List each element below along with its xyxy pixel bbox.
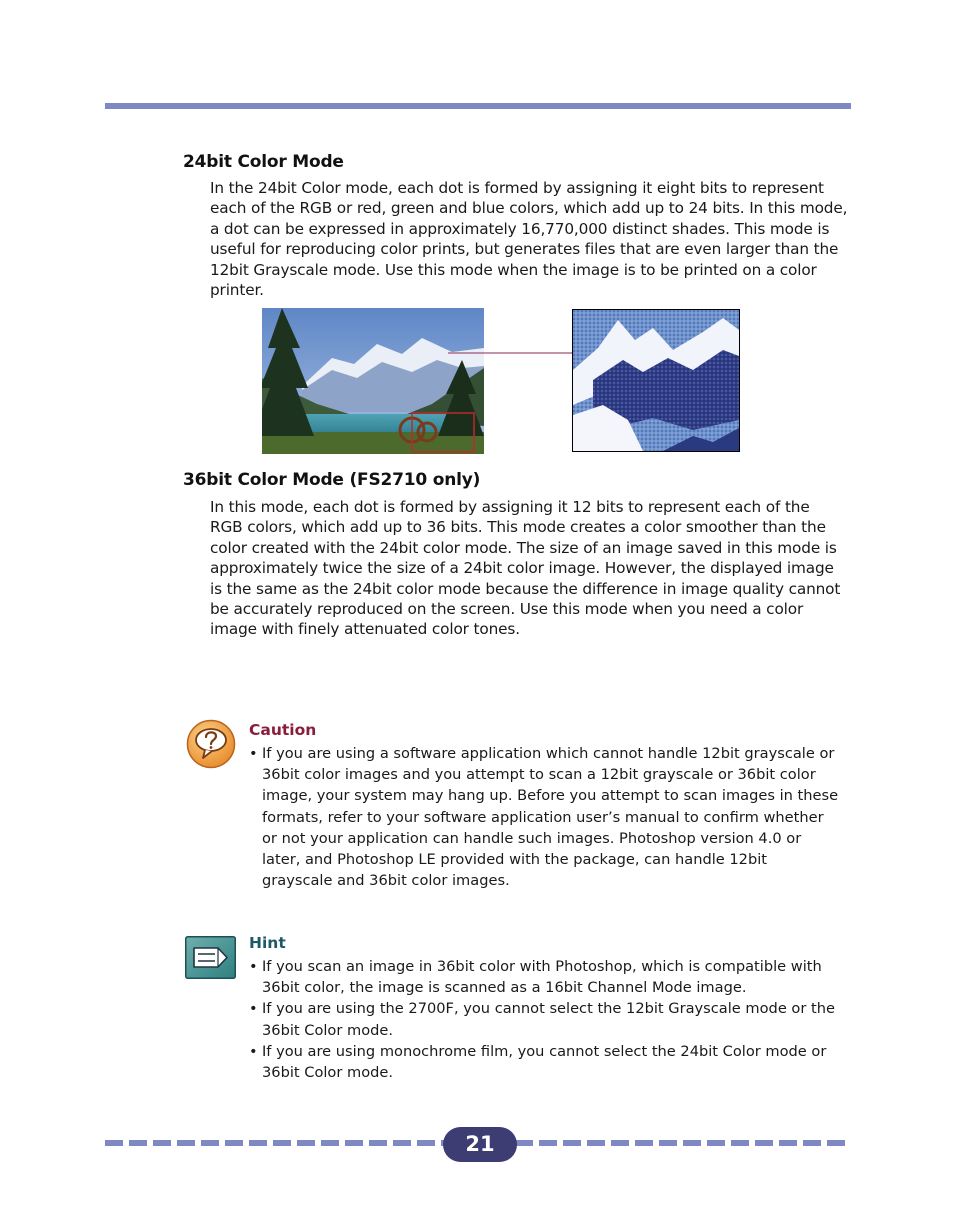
top-rule [105, 103, 851, 109]
list-line: If you scan an image in 36bit color with Photoshop, which is compatible with [262, 958, 822, 975]
body-line: approximately twice the size of a 24bit color image. However, the displayed image [210, 559, 834, 578]
list-item [249, 956, 854, 998]
footer-dashes-left [105, 1140, 445, 1146]
body-line: a dot can be expressed in approximately 16,770,000 distinct shades. This mode is [210, 219, 830, 238]
hint-list [249, 956, 854, 1083]
list-item [249, 998, 854, 1040]
list-line: grayscale and 36bit color images. [262, 872, 510, 890]
pencil-note-icon [185, 936, 236, 983]
section-body-24bit [210, 178, 850, 300]
body-line: In this mode, each dot is formed by assigning it 12 bits to represent each of the [210, 498, 810, 516]
body-line: is the same as the 24bit color mode because the difference in image quality cannot [210, 579, 841, 598]
list-line: If you are using the 2700F, you cannot select the 12bit Grayscale mode or the [262, 1000, 835, 1018]
caution-list [249, 743, 854, 891]
landscape-photo [262, 308, 484, 454]
list-item [249, 743, 854, 891]
list-item [249, 1041, 854, 1083]
section-body-36bit [210, 497, 850, 640]
zoomed-detail-image [572, 309, 740, 452]
list-line: If you are using a software application which cannot handle 12bit grayscale or [262, 745, 835, 762]
list-line: If you are using monochrome film, you cannot select the 24bit Color mode or [262, 1042, 827, 1060]
body-line: each of the RGB or red, green and blue colors, which add up to 24 bits. In this mode, [210, 199, 848, 218]
body-line: useful for reproducing color prints, but generates files that are even larger than the [210, 240, 839, 259]
list-line: or not your application can handle such images. Photoshop version 4.0 or [262, 829, 802, 847]
section-heading-36bit: 36bit Color Mode (FS2710 only) [183, 470, 481, 490]
body-line: image with finely attenuated color tones. [210, 620, 520, 639]
body-line: color created with the 24bit color mode. The size of an image saved in this mode is [210, 538, 837, 557]
list-line: image, your system may hang up. Before you attempt to scan images in these [262, 787, 839, 805]
caution-title: Caution [249, 721, 317, 739]
page-number-badge: 21 [443, 1127, 517, 1162]
list-line: formats, refer to your software application user’s manual to confirm whether [262, 808, 824, 826]
body-line: In the 24bit Color mode, each dot is formed by assigning it eight bits to represent [210, 179, 824, 197]
body-line: RGB colors, which add up to 36 bits. This mode creates a color smoother than the [210, 518, 826, 537]
list-line: 36bit Color mode. [262, 1021, 394, 1039]
body-line: 12bit Grayscale mode. Use this mode when the image is to be printed on a color [210, 260, 817, 279]
body-line: printer. [210, 281, 264, 300]
list-line: later, and Photoshop LE provided with the package, can handle 12bit [262, 851, 768, 869]
footer-dashes-right [515, 1140, 851, 1146]
section-heading-24bit: 24bit Color Mode [183, 152, 344, 172]
list-line: 36bit Color mode. [262, 1064, 394, 1082]
hint-title: Hint [249, 934, 286, 952]
list-line: 36bit color images and you attempt to scan a 12bit grayscale or 36bit color [262, 766, 816, 784]
body-line: be accurately reproduced on the screen. Use this mode when you need a color [210, 600, 804, 619]
question-mark-speech-bubble-icon [185, 719, 237, 773]
list-line: 36bit color, the image is scanned as a 16bit Channel Mode image. [262, 979, 747, 997]
